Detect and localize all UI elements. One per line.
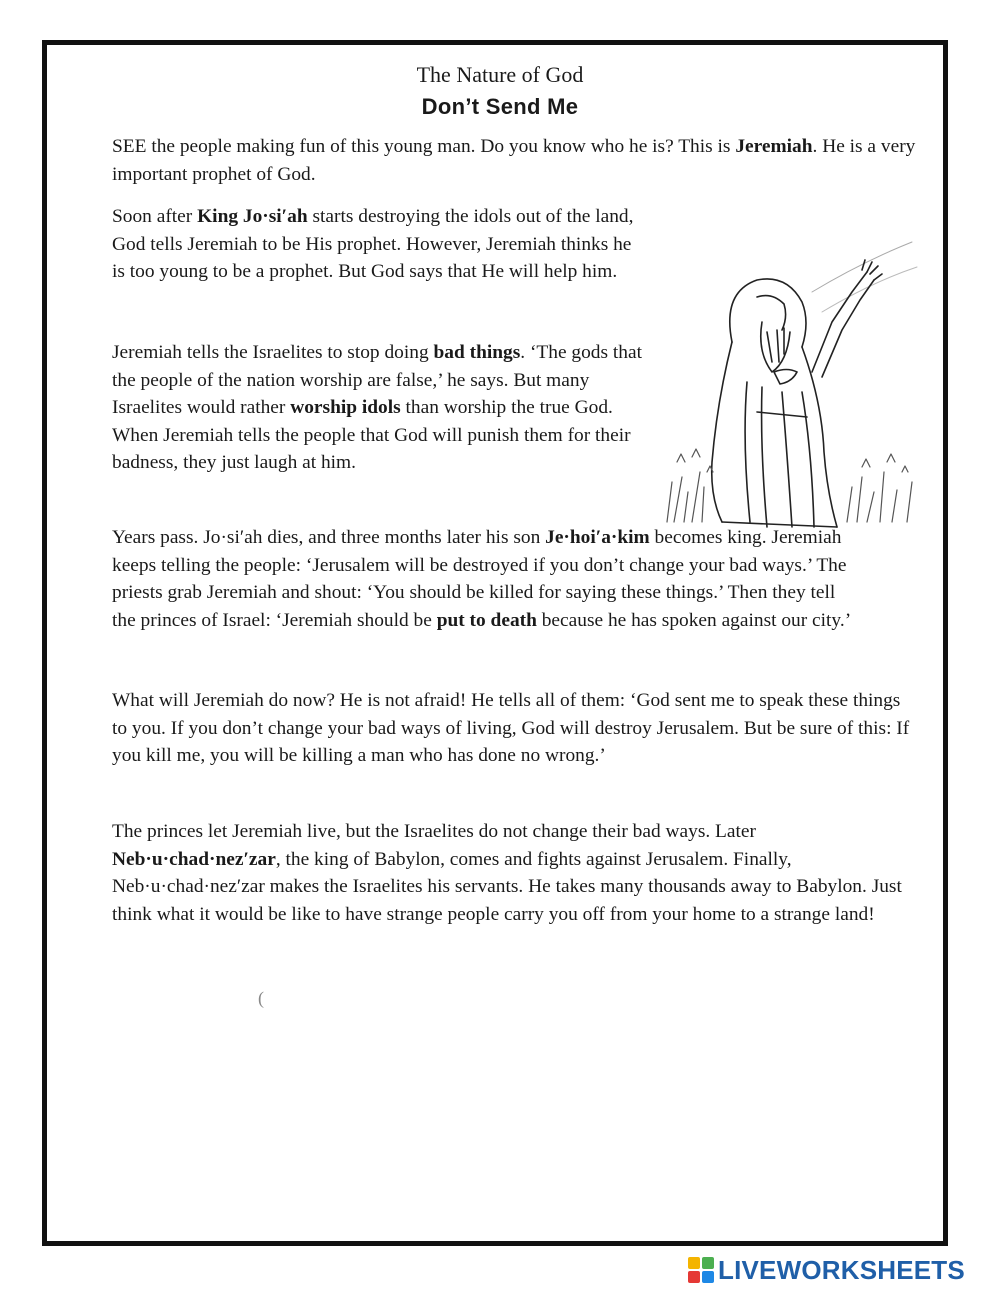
text-run: . ‘The gods that the people of the nation worship are false,’ he says. But many Israelites would rather [112,342,642,418]
page-subtitle: The Nature of God [416,62,584,87]
text-run: The princes let Jeremiah live, but the Israelites do not change their bad ways. Later [112,821,756,842]
text-run: Years pass. Jo·si′ah dies, and three months later his son [112,527,546,548]
paragraph-6 [112,818,917,928]
paragraph-1 [112,133,917,188]
logo-text: LIVEWORKSHEETS [718,1254,965,1285]
paragraph-3 [112,339,647,477]
prophet-illustration-icon [662,222,920,534]
text-run: What will Jeremiah do now? He is not afraid! He tells all of them: ‘God sent me to speak these things to you. If you don’t change your bad ways of living, God will destroy Jerusalem. But be sure of this: If you kill me, you will be killing a man who has done no wrong.’ [112,690,910,766]
paragraph-2 [112,203,647,286]
text-run: because he has spoken against our city.’ [536,609,852,631]
text-run: Jeremiah tells the Israelites to stop doing [112,342,434,363]
paragraph-4 [112,524,862,634]
text-run: SEE the people making fun of this young man. Do you know who he is? This is [112,136,736,157]
liveworksheets-logo [688,1255,965,1285]
logo-blocks-icon [688,1257,714,1283]
paragraph-5 [112,687,917,770]
bold-term: worship idols [290,397,401,418]
bold-term: Je·hoi′a·kim [545,527,650,548]
page-title: Don’t Send Me [421,94,579,119]
bold-term: Jeremiah [735,136,813,157]
text-run: starts destroying the idols out of the land, God tells Jeremiah to be His prophet. However, Jeremiah thinks he is too young to be a prophet. But God says that He will help him. [112,206,634,282]
text-run: , the king of Babylon, comes and fights against Jerusalem. Finally, Neb·u·chad·nez′zar makes the Israelites his servants. He takes many thousands away to Babylon. Just think what it would be like to have strange people carry you off from your home to a strange land! [112,848,902,925]
text-run: than worship the true God. When Jeremiah tells the people that God will punish them for their badness, they just laugh at him. [112,397,631,473]
text-run: becomes king. Jeremiah keeps telling the people: ‘Jerusalem will be destroyed if you don’t change your bad ways.’ The priests grab Jeremiah and shout: ‘You should be killed for saying these things.’ Then they tell the princes of Israel: ‘Jeremiah should be [112,527,847,631]
bold-term: Neb·u·chad·nez′zar [112,848,276,870]
bold-term: put to death [436,609,537,631]
bold-term: King Jo·si′ah [197,206,308,227]
text-run: Soon after [112,206,198,227]
stray-mark: ( [258,988,264,1008]
bold-term: bad things [433,342,521,363]
text-run: . He is a very important prophet of God. [112,136,916,185]
